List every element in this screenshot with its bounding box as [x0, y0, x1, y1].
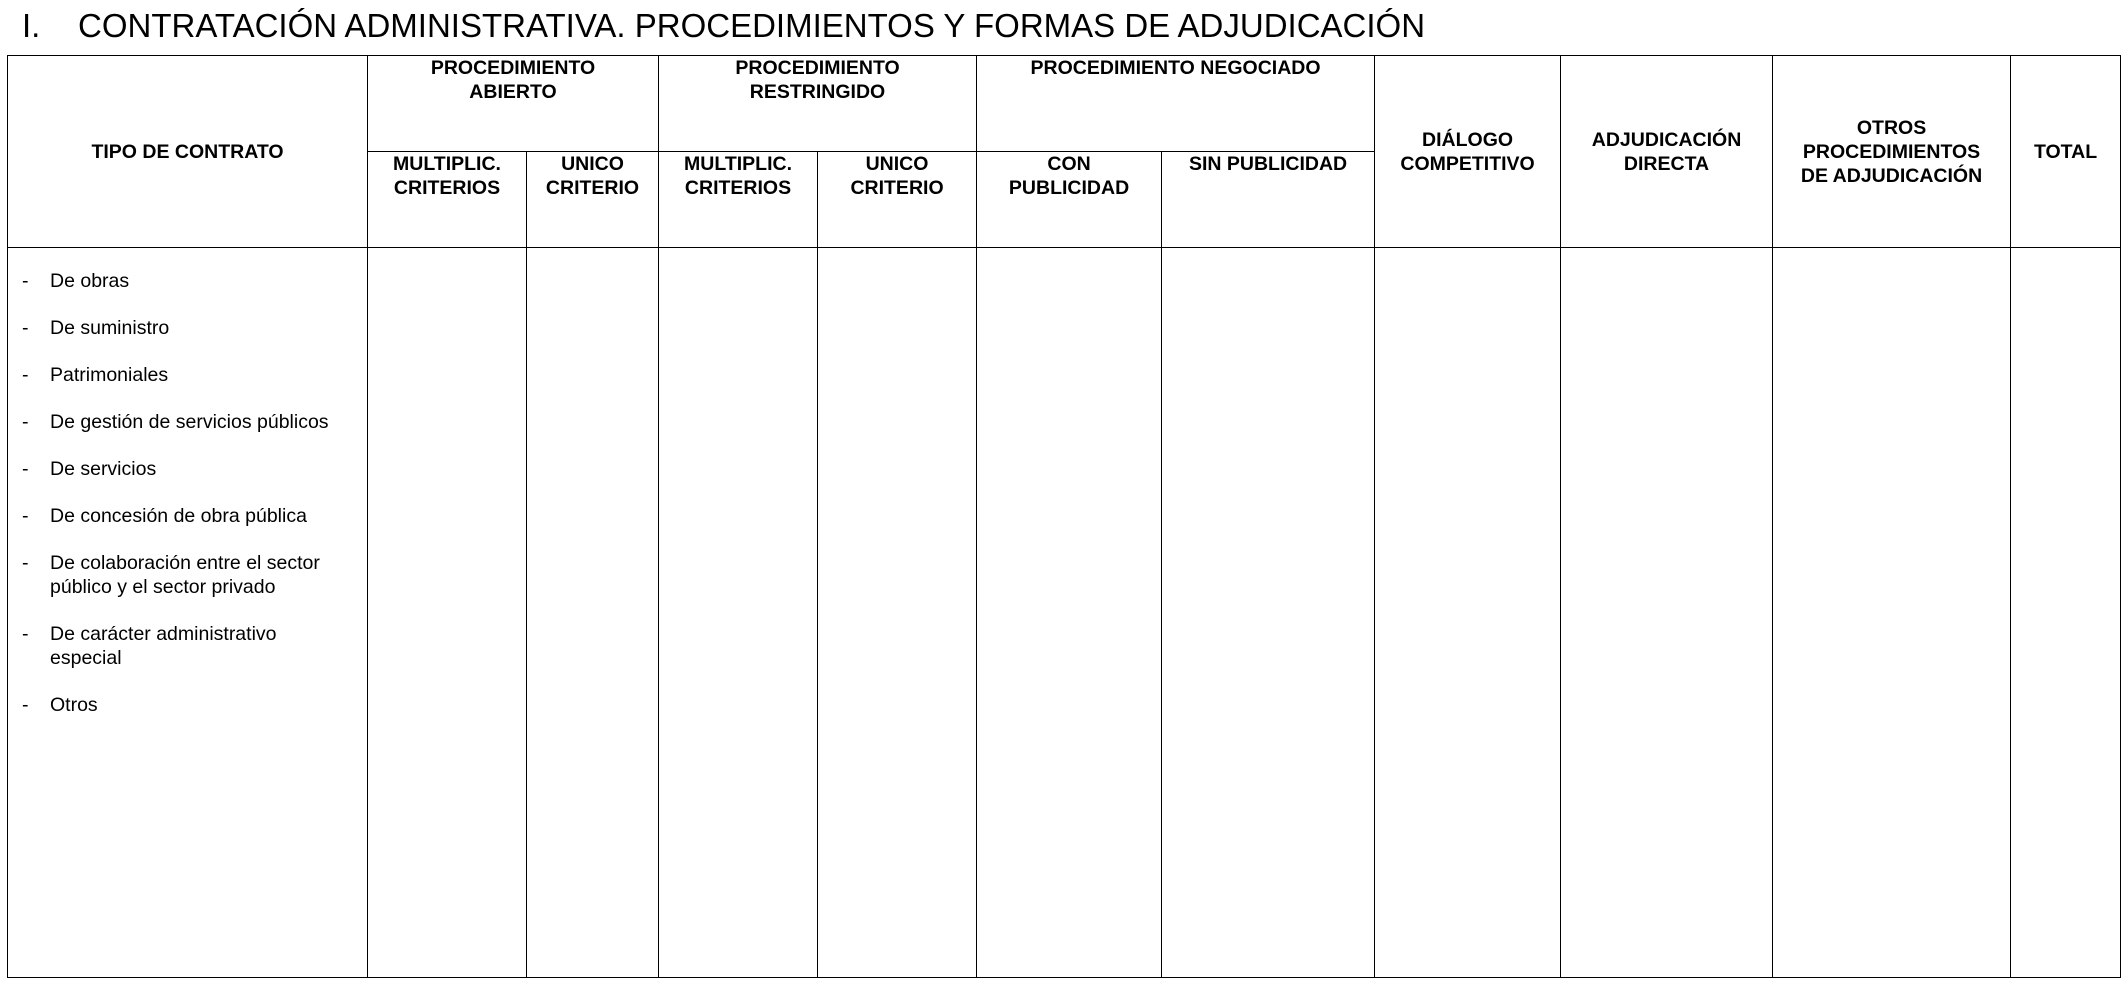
list-item: [22, 622, 367, 670]
adjudicacion-directa-cell[interactable]: [1561, 248, 1773, 978]
contract-types-list: [8, 248, 367, 717]
contract-type-label: De obras: [50, 270, 130, 292]
header-procedimiento-negociado: PROCEDIMIENTO NEGOCIADO: [977, 56, 1375, 152]
list-dash: -: [22, 364, 29, 386]
header-procedimiento-abierto: PROCEDIMIENTO ABIERTO: [368, 56, 659, 152]
contract-type-label: De servicios: [50, 458, 157, 480]
header-dialogo-competitivo: DIÁLOGO COMPETITIVO: [1375, 56, 1561, 248]
list-item: [22, 551, 367, 599]
header-total: TOTAL: [2011, 56, 2121, 248]
title-number: I.: [22, 7, 41, 44]
list-item: [22, 457, 367, 481]
contract-type-label: Patrimoniales: [50, 364, 169, 386]
contract-type-label: De colaboración entre el sector público y el sector privado: [50, 552, 320, 598]
header-procedimiento-restringido: PROCEDIMIENTO RESTRINGIDO: [659, 56, 977, 152]
contract-type-label: Otros: [50, 694, 98, 716]
subheader-negociado-con-publicidad: CON PUBLICIDAD: [977, 152, 1162, 248]
list-item: [22, 410, 367, 434]
list-item: [22, 316, 367, 340]
list-dash: -: [22, 505, 29, 527]
title-text: CONTRATACIÓN ADMINISTRATIVA. PROCEDIMIENTOS Y FORMAS DE ADJUDICACIÓN: [78, 7, 1426, 44]
negociado-sin-publicidad-cell[interactable]: [1162, 248, 1375, 978]
restringido-multiplic-criterios-cell[interactable]: [659, 248, 818, 978]
subheader-abierto-multiplic-criterios: MULTIPLIC. CRITERIOS: [368, 152, 527, 248]
list-dash: -: [22, 458, 29, 480]
list-dash: -: [22, 623, 29, 645]
procedures-table: [7, 55, 2121, 978]
list-item: [22, 269, 367, 293]
list-dash: -: [22, 411, 29, 433]
list-dash: -: [22, 270, 29, 292]
subheader-negociado-sin-publicidad: SIN PUBLICIDAD: [1162, 152, 1375, 248]
list-dash: -: [22, 694, 29, 716]
header-adjudicacion-directa: ADJUDICACIÓN DIRECTA: [1561, 56, 1773, 248]
list-dash: -: [22, 317, 29, 339]
list-item: [22, 504, 367, 528]
otros-procedimientos-cell[interactable]: [1773, 248, 2011, 978]
dialogo-competitivo-cell[interactable]: [1375, 248, 1561, 978]
contract-type-label: De suministro: [50, 317, 170, 339]
subheader-restringido-unico-criterio: UNICO CRITERIO: [818, 152, 977, 248]
contract-type-label: De carácter administrativo especial: [50, 623, 277, 669]
abierto-unico-criterio-cell[interactable]: [527, 248, 659, 978]
list-dash: -: [22, 552, 29, 574]
header-otros-procedimientos: OTROS PROCEDIMIENTOS DE ADJUDICACIÓN: [1773, 56, 2011, 248]
abierto-multiplic-criterios-cell[interactable]: [368, 248, 527, 978]
contract-type-label: De concesión de obra pública: [50, 505, 307, 527]
negociado-con-publicidad-cell[interactable]: [977, 248, 1162, 978]
subheader-restringido-multiplic-criterios: MULTIPLIC. CRITERIOS: [659, 152, 818, 248]
restringido-unico-criterio-cell[interactable]: [818, 248, 977, 978]
list-item: [22, 693, 367, 717]
total-cell[interactable]: [2011, 248, 2121, 978]
contract-types-cell: [8, 248, 368, 978]
contract-type-label: De gestión de servicios públicos: [50, 411, 329, 433]
document-title: [22, 6, 1425, 48]
subheader-abierto-unico-criterio: UNICO CRITERIO: [527, 152, 659, 248]
header-tipo-contrato: TIPO DE CONTRATO: [8, 56, 368, 248]
list-item: [22, 363, 367, 387]
